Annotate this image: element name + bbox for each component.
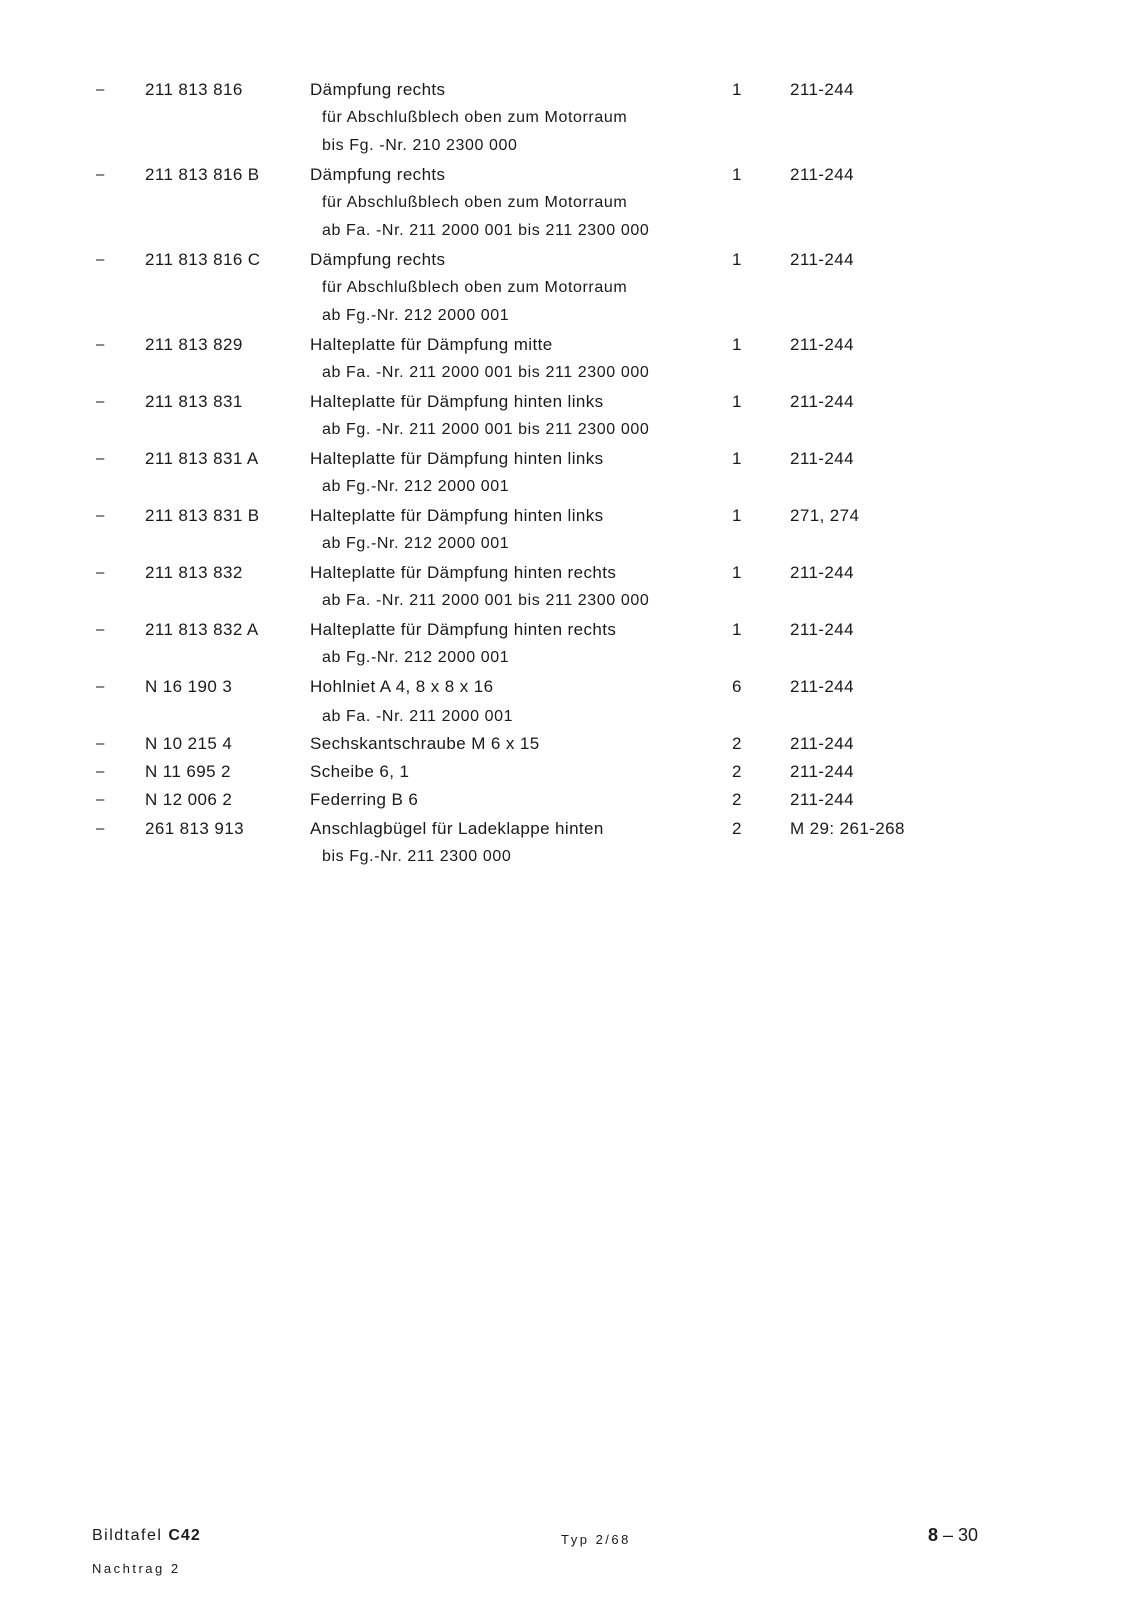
part-number: 211 813 816 bbox=[145, 80, 243, 99]
part-number: 211 813 831 A bbox=[145, 449, 259, 468]
plate-label: Bildtafel bbox=[92, 1527, 163, 1544]
part-number: 211 813 829 bbox=[145, 335, 243, 354]
part-note: ab Fa. -Nr. 211 2000 001 bbox=[322, 708, 514, 725]
part-model: 211-244 bbox=[790, 392, 854, 411]
part-note: für Abschlußblech oben zum Motorraum bbox=[322, 279, 628, 296]
part-row bbox=[0, 445, 1133, 473]
part-number: 211 813 831 B bbox=[145, 506, 260, 525]
row-dash: – bbox=[96, 564, 105, 581]
part-number: 261 813 913 bbox=[145, 819, 244, 838]
part-quantity: 2 bbox=[732, 819, 742, 838]
part-number: 211 813 816 C bbox=[145, 250, 261, 269]
part-note: ab Fg.-Nr. 212 2000 001 bbox=[322, 649, 510, 666]
part-row bbox=[0, 246, 1133, 274]
part-description: Halteplatte für Dämpfung hinten rechts bbox=[310, 620, 617, 639]
part-description: Dämpfung rechts bbox=[310, 80, 446, 99]
part-quantity: 2 bbox=[732, 734, 742, 753]
part-description: Anschlagbügel für Ladeklappe hinten bbox=[310, 819, 604, 838]
part-description: Halteplatte für Dämpfung hinten links bbox=[310, 449, 604, 468]
part-description: Halteplatte für Dämpfung hinten rechts bbox=[310, 563, 617, 582]
part-note: ab Fa. -Nr. 211 2000 001 bis 211 2300 000 bbox=[322, 364, 650, 381]
part-number: N 12 006 2 bbox=[145, 790, 233, 809]
row-dash: – bbox=[96, 735, 105, 752]
part-quantity: 2 bbox=[732, 790, 742, 809]
part-number: N 11 695 2 bbox=[145, 762, 231, 781]
part-model: 211-244 bbox=[790, 620, 854, 639]
row-dash: – bbox=[96, 251, 105, 268]
part-number: 211 813 831 bbox=[145, 392, 243, 411]
page-number bbox=[928, 1525, 978, 1546]
part-model: 211-244 bbox=[790, 734, 854, 753]
part-note: ab Fg.-Nr. 212 2000 001 bbox=[322, 535, 510, 552]
part-quantity: 1 bbox=[732, 449, 742, 468]
plate-reference bbox=[92, 1527, 201, 1545]
part-number: 211 813 832 A bbox=[145, 620, 259, 639]
part-description: Sechskantschraube M 6 x 15 bbox=[310, 734, 540, 753]
part-number: N 10 215 4 bbox=[145, 734, 233, 753]
part-row bbox=[0, 673, 1133, 701]
part-model: 211-244 bbox=[790, 762, 854, 781]
part-quantity: 1 bbox=[732, 506, 742, 525]
part-description: Halteplatte für Dämpfung hinten links bbox=[310, 506, 604, 525]
page-section: 8 bbox=[928, 1525, 939, 1545]
part-row bbox=[0, 758, 1133, 786]
part-row bbox=[0, 161, 1133, 189]
row-dash: – bbox=[96, 450, 105, 467]
part-quantity: 1 bbox=[732, 80, 742, 99]
part-quantity: 1 bbox=[732, 392, 742, 411]
part-model: 211-244 bbox=[790, 165, 854, 184]
part-row bbox=[0, 815, 1133, 843]
part-model: 211-244 bbox=[790, 335, 854, 354]
part-note: ab Fg.-Nr. 212 2000 001 bbox=[322, 478, 510, 495]
part-note: ab Fg.-Nr. 212 2000 001 bbox=[322, 307, 510, 324]
row-dash: – bbox=[96, 166, 105, 183]
part-number: 211 813 832 bbox=[145, 563, 243, 582]
row-dash: – bbox=[96, 791, 105, 808]
part-row bbox=[0, 616, 1133, 644]
row-dash: – bbox=[96, 678, 105, 695]
part-note: bis Fg.-Nr. 211 2300 000 bbox=[322, 848, 512, 865]
row-dash: – bbox=[96, 820, 105, 837]
type-label: Typ 2/68 bbox=[561, 1532, 631, 1547]
part-quantity: 1 bbox=[732, 165, 742, 184]
part-row bbox=[0, 388, 1133, 416]
row-dash: – bbox=[96, 81, 105, 98]
page-number-value: – 30 bbox=[943, 1525, 979, 1545]
part-description: Halteplatte für Dämpfung mitte bbox=[310, 335, 553, 354]
part-row bbox=[0, 559, 1133, 587]
part-number: 211 813 816 B bbox=[145, 165, 260, 184]
row-dash: – bbox=[96, 507, 105, 524]
supplement-label: Nachtrag 2 bbox=[92, 1561, 181, 1576]
part-description: Scheibe 6, 1 bbox=[310, 762, 410, 781]
part-quantity: 1 bbox=[732, 563, 742, 582]
part-row bbox=[0, 76, 1133, 104]
part-model: M 29: 261-268 bbox=[790, 819, 905, 838]
row-dash: – bbox=[96, 393, 105, 410]
part-model: 271, 274 bbox=[790, 506, 860, 525]
part-note: für Abschlußblech oben zum Motorraum bbox=[322, 109, 628, 126]
part-description: Dämpfung rechts bbox=[310, 165, 446, 184]
row-dash: – bbox=[96, 621, 105, 638]
part-model: 211-244 bbox=[790, 790, 854, 809]
part-quantity: 1 bbox=[732, 250, 742, 269]
part-quantity: 2 bbox=[732, 762, 742, 781]
part-row bbox=[0, 786, 1133, 814]
part-model: 211-244 bbox=[790, 449, 854, 468]
part-description: Hohlniet A 4, 8 x 8 x 16 bbox=[310, 677, 494, 696]
part-model: 211-244 bbox=[790, 677, 854, 696]
part-note: ab Fg. -Nr. 211 2000 001 bis 211 2300 000 bbox=[322, 421, 650, 438]
part-quantity: 1 bbox=[732, 335, 742, 354]
part-row bbox=[0, 502, 1133, 530]
part-model: 211-244 bbox=[790, 80, 854, 99]
part-description: Dämpfung rechts bbox=[310, 250, 446, 269]
part-quantity: 6 bbox=[732, 677, 742, 696]
row-dash: – bbox=[96, 763, 105, 780]
part-description: Halteplatte für Dämpfung hinten links bbox=[310, 392, 604, 411]
part-quantity: 1 bbox=[732, 620, 742, 639]
part-row bbox=[0, 331, 1133, 359]
part-model: 211-244 bbox=[790, 250, 854, 269]
plate-code: C42 bbox=[168, 1527, 201, 1544]
part-model: 211-244 bbox=[790, 563, 854, 582]
part-row bbox=[0, 730, 1133, 758]
part-note: ab Fa. -Nr. 211 2000 001 bis 211 2300 000 bbox=[322, 592, 650, 609]
part-note: für Abschlußblech oben zum Motorraum bbox=[322, 194, 628, 211]
part-number: N 16 190 3 bbox=[145, 677, 233, 696]
part-description: Federring B 6 bbox=[310, 790, 419, 809]
part-note: ab Fa. -Nr. 211 2000 001 bis 211 2300 000 bbox=[322, 222, 650, 239]
part-note: bis Fg. -Nr. 210 2300 000 bbox=[322, 137, 518, 154]
row-dash: – bbox=[96, 336, 105, 353]
